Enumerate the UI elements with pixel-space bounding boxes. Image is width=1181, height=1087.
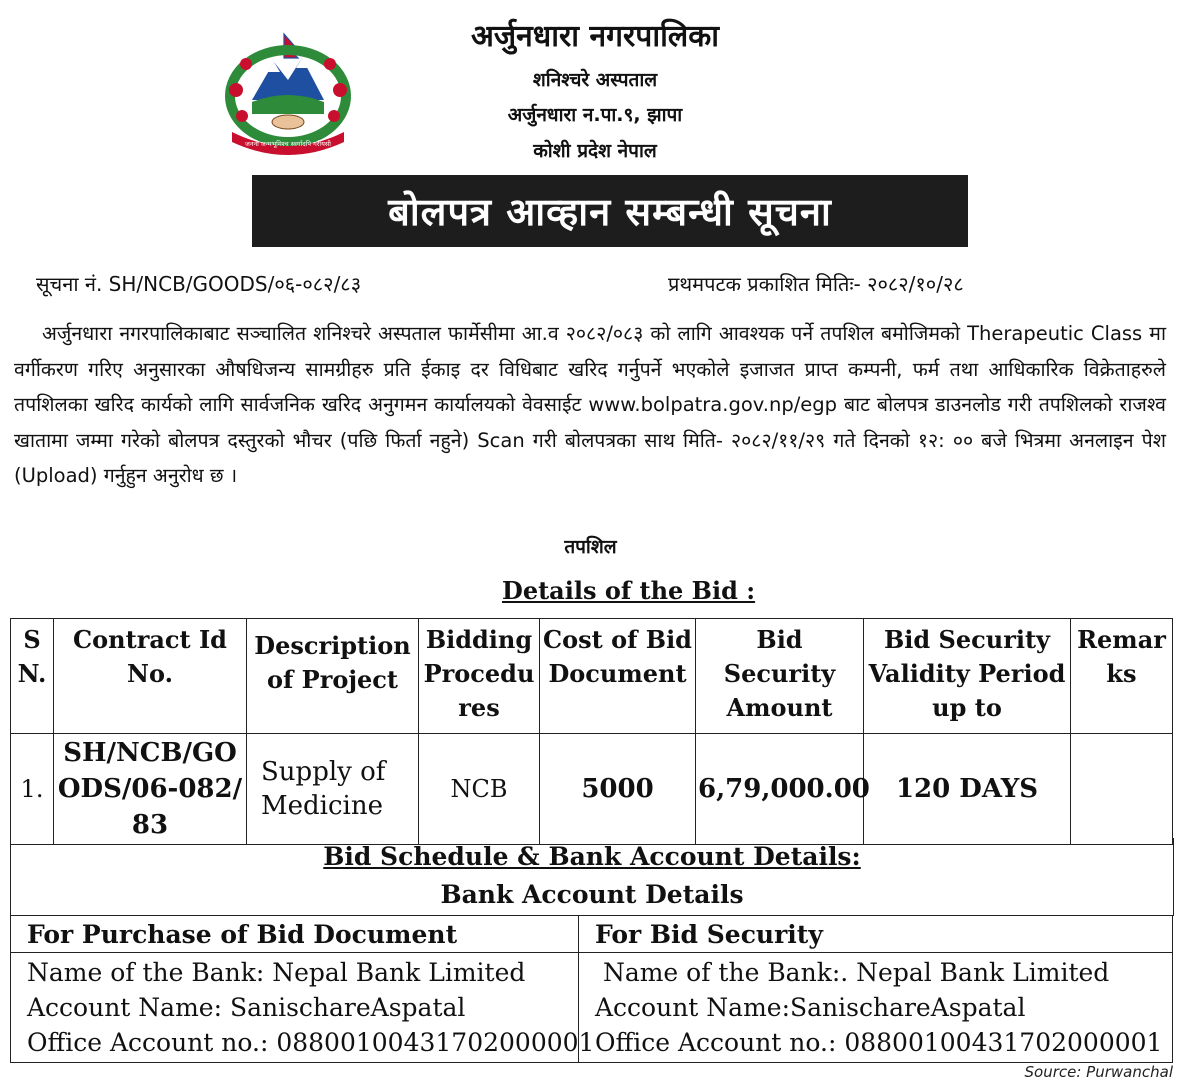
- header-bidding-procedure: Bidding Procedures: [419, 619, 540, 734]
- cell-description: Supply of Medicine: [247, 734, 419, 845]
- address-line: अर्जुनधारा न.पा.९, झापा: [507, 104, 683, 126]
- nepal-emblem-logo: [218, 28, 358, 156]
- bank-table-header-row: [11, 916, 1173, 953]
- purchase-bank-name: Name of the Bank: Nepal Bank Limited: [27, 958, 526, 987]
- header-validity: Bid Security Validity Period up to: [864, 619, 1071, 734]
- cell-security-amount: 6,79,000.00: [696, 734, 864, 845]
- cell-procedure: NCB: [419, 734, 540, 845]
- security-account-number: Office Account no.: 08800100431702000001: [595, 1028, 1163, 1057]
- header-cost-of-bid: Cost of Bid Document: [540, 619, 696, 734]
- purchase-account-number: Office Account no.: 08800100431702000001: [27, 1028, 595, 1057]
- security-account-name: Account Name:SanischareAspatal: [595, 993, 1026, 1022]
- bank-account-title: Bank Account Details: [440, 880, 744, 909]
- notice-body: [14, 316, 1166, 494]
- header-description: Description of Project: [247, 619, 419, 734]
- publish-date: प्रथमपटक प्रकाशित मितिः- २०८२/१०/२८: [668, 272, 964, 296]
- schedule-title: Bid Schedule & Bank Account Details:: [323, 842, 861, 871]
- bid-details-table: [10, 618, 1173, 845]
- cell-validity: 120 DAYS: [864, 734, 1071, 845]
- emblem-motto: जननी जन्मभूमिश्च स्वर्गादपि गरीयसी: [245, 140, 331, 148]
- municipality-name: अर्जुनधारा नगरपालिका: [470, 19, 720, 54]
- notice-number: सूचना नं. SH/NCB/GOODS/०६-०८२/८३: [36, 272, 362, 296]
- header-purchase-bid-document: For Purchase of Bid Document: [11, 916, 579, 953]
- header-bid-security-account: For Bid Security: [579, 916, 1173, 953]
- header-remarks: Remarks: [1071, 619, 1173, 734]
- notice-banner-title: बोलपत्र आव्हान सम्बन्धी सूचना: [388, 190, 832, 234]
- province-line: कोशी प्रदेश नेपाल: [533, 140, 657, 162]
- details-title: Details of the Bid :: [502, 576, 756, 605]
- bank-table-row: [11, 953, 1173, 1063]
- hospital-name: शनिश्चरे अस्पताल: [532, 69, 658, 91]
- cell-remarks: [1071, 734, 1173, 845]
- header-bid-security: Bid Security Amount: [696, 619, 864, 734]
- table-row: [11, 734, 1173, 845]
- cell-sn: 1.: [11, 734, 54, 845]
- cell-contract-id: SH/NCB/GOODS/06-082/83: [54, 734, 247, 845]
- bank-account-table: [10, 915, 1173, 1063]
- purchase-account-name: Account Name: SanischareAspatal: [27, 993, 466, 1022]
- notice-banner: [252, 175, 968, 247]
- security-account-cell: [579, 953, 1173, 1063]
- header-contract-id: Contract Id No.: [54, 619, 247, 734]
- schedule-section: [10, 838, 1174, 916]
- bid-table-header-row: [11, 619, 1173, 734]
- purchase-account-cell: [11, 953, 595, 1063]
- tapashil-heading: तपशिल: [564, 536, 617, 558]
- cell-cost: 5000: [540, 734, 696, 845]
- notice-body-text: अर्जुनधारा नगरपालिकाबाट सञ्चालित शनिश्चरे अस्पताल फार्मेसीमा आ.व २०८२/०८३ को लागि आवश्यक पर्ने तपशिल बमोजिमको Therapeutic Class मा वर्गीकरण गरिए अनुसारका औषधिजन्य सामग्रीहरु प्रति ईकाइ दर विधिबाट खरिद गर्नुपर्ने भएकोले इजाजत प्राप्त कम्पनी, फर्म तथा आधिकारिक विक्रेताहरुले तपशिलका खरिद कार्यको लागि सार्वजनिक खरिद अनुगमन कार्यालयको वेवसाईट www.bolpatra.gov.np/egp बाट बोलपत्र डाउनलोड गरी तपशिलको राजश्व खातामा जम्मा गरेको बोलपत्र दस्तुरको भौचर (पछि फिर्ता नहुने) Scan गरी बोलपत्रका साथ मिति- २०८२/११/२९ गते दिनको १२: ०० बजे भित्रमा अनलाइन पेश (Upload) गर्नुहुन अनुरोध छ ।: [14, 322, 1166, 487]
- source-credit: Source: Purwanchal: [1024, 1063, 1173, 1081]
- header-sn: S N.: [11, 619, 54, 734]
- security-bank-name: Name of the Bank:. Nepal Bank Limited: [595, 958, 1110, 987]
